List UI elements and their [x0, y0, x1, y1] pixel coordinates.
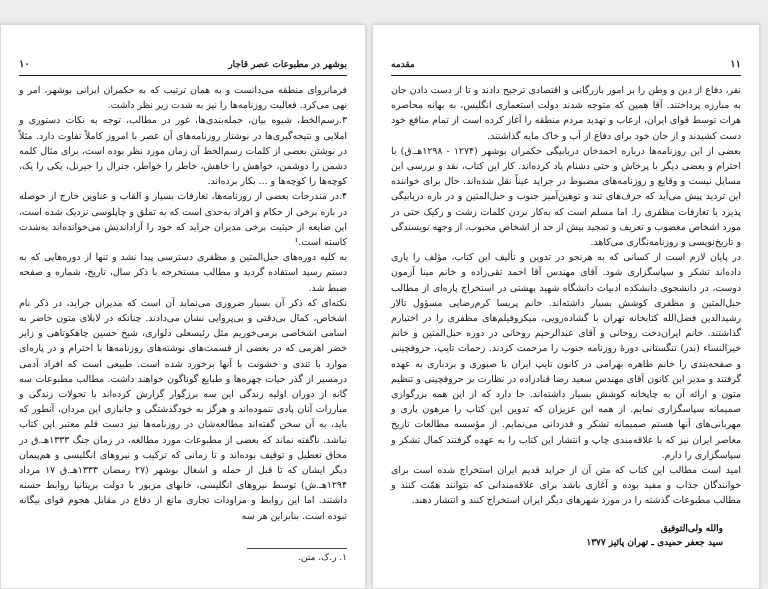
- left-page-header: [19, 59, 347, 76]
- left-footnote: ۱. ر.ک. متن.: [298, 553, 347, 563]
- left-page-body: [19, 83, 347, 524]
- right-running-title: مقدمه: [391, 60, 415, 70]
- right-paragraph: نفر، دفاع از دین و وطن را بر امور بازرگانی و اقتصادی ترجیح دادند و تا از دست دادن جان به مبارزه پرداختند. آقا همین که متوجه شدند دولت استعماری انگلیس، به بهانه محاصره هرات توسط قوای ایران، ارعاب و تهدید مردم منطقه را آغاز کرده است از تمام منافع خود دست کشیدند و از جان خود برای دفاع از آب و خاک مایه گذاشتند.: [391, 85, 741, 142]
- left-paragraph: ۴.در مندرجات بعضی از روزنامه‌ها، تعارفات بسیار و القاب و عناوین خارج از حوصله در باره برخی از حکام و افراد به‌حدی است که به تملق و چاپلوسی نزدیک شده است، این ضایعه از حیثیت برخی مدیران جراید که خود را آزاداندیش می‌خوانده‌اند به‌شدت کاسته است.¹: [19, 191, 347, 249]
- signature-closing: والله ولی‌التوفیق: [660, 524, 723, 534]
- signature-name: سید جعفر حمیدی ـ تهران پائیز ۱۳۷۷: [586, 538, 723, 548]
- left-book-page: [0, 24, 366, 589]
- left-paragraph: ۳.رسم‌الخط، شیوه بیان، جمله‌بندی‌ها، غور در مطالب، توجه به نکات دستوری و املایی و نتیجه‌گیری‌ها در نوشتار روزنامه‌های آن عصر با امروز کاملاً تفاوت دارد. مثلاً در نوشتن بعضی از کلمات رسم‌الخط آن زمان مورد نظر بوده است، برای مثال کلمه دشمن را دوشمن، خواهش را خاهش، خاطر را خواطر، جنرال را جیرنل، یکی را یک، کوچه‌ها را کوچه‌ها و ... بکار برده‌اند.: [19, 115, 347, 188]
- left-paragraph: نکته‌ای که ذکر آن بسیار ضروری می‌نماید آن است که مدیران جراید، در ذکر نام اشخاص، کمال بی‌دقتی و بی‌پروایی نشان می‌دادند. چنانکه در لابلای متون حاضر به اسامی اشخاصی برمی‌خوریم مثل رئیسعلی دلواری، شیخ حسین چاهکوتاهی و زایر خضر اهرمی که در بعضی از قسمت‌های نوشته‌های روزنامه‌ها با احترام و در پاره‌ای موارد با تندی و خشونت با آنها برخورد شده است. طبیعی است که افراد آدمی درمسیر از گذر حیات چهره‌ها و طبایع گوناگون خواهند داشت. مطالب مطبوعات سه گانه از دوران اولیه زندگی این سه برزگوار گزارش کرده‌اند با تحولات زندگی و مبارزات آنان پادی ننموده‌اند و هرگز به خودگذشتگی و جانبازی این مردان، آنطور که باید، به آن سخن گفته‌اند مطالعه‌شان در روزنامه‌ها نیز دست قلم معتبر این کتاب نباشد. ناگفته نماند که بعضی از مطبوعات مورد مطالعه، در زمان جنگ ۱۳۳۳هـ.ق در محاق تعطیل و توقیف بوده‌اند و تا زمانی که ترکیب و نیروهای انگلیسی و هم‌پیمان دیگر ایشان که تا قبل از حمله و اشغال بوشهر (۲۷ رمضان ۱۳۳۳هـ.ق ۱۷ مرداد ۱۲۹۴هـ.ش) توسط نیروهای انگلیسی، خانهای مزبور با دولت بریتانیا روابط حسنه داشتند. اما این روابط و مراودات تجاری مانع از دفاع در مقابل هجوم قوای بیگانه نبوده است. بنابراین هر سه: [19, 297, 347, 522]
- right-page-number: ۱۱: [730, 59, 741, 70]
- right-book-page: [372, 24, 760, 589]
- footnote-rule: [247, 548, 347, 549]
- right-paragraph: امید است مطالب این کتاب که متن آن از جراید قدیم ایران استخراج شده است برای خوانندگان جذاب و مفید بوده و آغازی باشد برای علاقه‌مندانی که بتوانند همّت کنند و مطالب مطبوعات گذشته را در مورد شهرهای دیگر ایران استخراج کنند و انتشار دهند.: [391, 465, 741, 507]
- right-paragraph: بعضی از این روزنامه‌ها درباره احمدخان دریابیگی حکمران بوشهر (۱۲۷۴ - ۱۲۹۸هـ.ق) با احترام و بعضی دیگر با پرخاش و حتی دشنام یاد کرده‌اند. کار این کتاب، نقد و بررسی این مسایل نیست و وقایع و روزنامه‌های مضبوط در جراید عیناً نقل شده‌اند. حال برای خواننده این تردید پیش می‌آید که حرف‌های تند و توهین‌آمیز جنوب و حبل‌المتین و در باره دریابیگی پذیرد یا تعارفات مظفری را. اما مسلم است که به‌کار بردن کلمات زشت و رکیک حتی در مورد اشخاص مغضوب و تعریف و تمجید بیش از حد از اشخاص محبوب، از وجهه نویسندگی و تاریخ‌نویسی و روزنامه‌نگاری می‌کاهد.: [391, 145, 741, 249]
- right-page-body: [391, 83, 741, 509]
- left-page-number: ۱۰: [19, 59, 30, 70]
- left-paragraph: به کلیه دوره‌های حبل‌المتین و مظفری دسترسی پیدا نشد و تنها از دوره‌هایی که به دستم رسید استفاده گردید و مطالب مستخرجه با ذکر سال، تاریخ، شماره و صفحه ضبط شد.: [19, 252, 347, 294]
- right-page-header: [391, 59, 741, 76]
- left-running-title: بوشهر در مطبوعات عصر قاجار: [228, 60, 347, 70]
- right-paragraph: در پایان لازم است از کسانی که به هرنحو در تدوین و تألیف این کتاب، مؤلف را یاری داده‌اند تشکر و سپاسگزاری شود. آقای مهندس آقا احمد تقی‌زاده و خانم مینا آزمون دوست، در دانشجوی دانشکده ادبیات دانشگاه شهید بهشتی در استخراج پاره‌ای از مطالب حبل‌المتین و مظفری کوشش بسیار داشته‌اند. خانم پریسا کرم‌رضایی مسؤول تالار رشیدالدین فضل‌الله کتابخانه تهران با گشاده‌رویی، میکروفیلم‌های مظفری را در اختیارم گذاشتند. خانم ایران‌دخت روحانی و آقای عبدالرحیم روحانی در دوره حبل‌المتین و خانم خیرالنساء (بدر) تنگستانی دورهٔ روزنامه جنوب را مرحمت کردند. زحمات تایپ، حروفچینی و صفحه‌بندی را خانم طاهره بهرامی در کانون تایپ ایران با صبوری و بردباری به عهده گرفتند و مدیر این کانون آقای مهندس سعید رضا قنادزاده در نظارت بر حروفچینی و تنظیم متون و ارائه آن به چاپخانه کوشش بسیار داشته‌اند. جا دارد که از این همه بزرگواری صمیمانه سپاسگزاری نمایم. از همه این عزیزان که تدوین این کتاب را مرهون یاری و مهربانی‌های آنها هستم صمیمانه تشکر و قدردانی می‌نمایم. از مؤسسه مطالعات تاریخ معاصر ایران نیز که با علاقه‌مندی چاپ و انتشار این کتاب را به عهده گرفتند کمال تشکر و سپاسگزاری را دارم.: [391, 252, 741, 461]
- author-signature: [586, 522, 723, 550]
- left-paragraph: فرمانروای منطقه می‌دانست و به همان ترتیب که به حکمران ایرانی بوشهر، امر و نهی می‌کرد. فعالیت روزنامه‌ها را نیز به شدت زیر نظر داشت.: [19, 85, 347, 112]
